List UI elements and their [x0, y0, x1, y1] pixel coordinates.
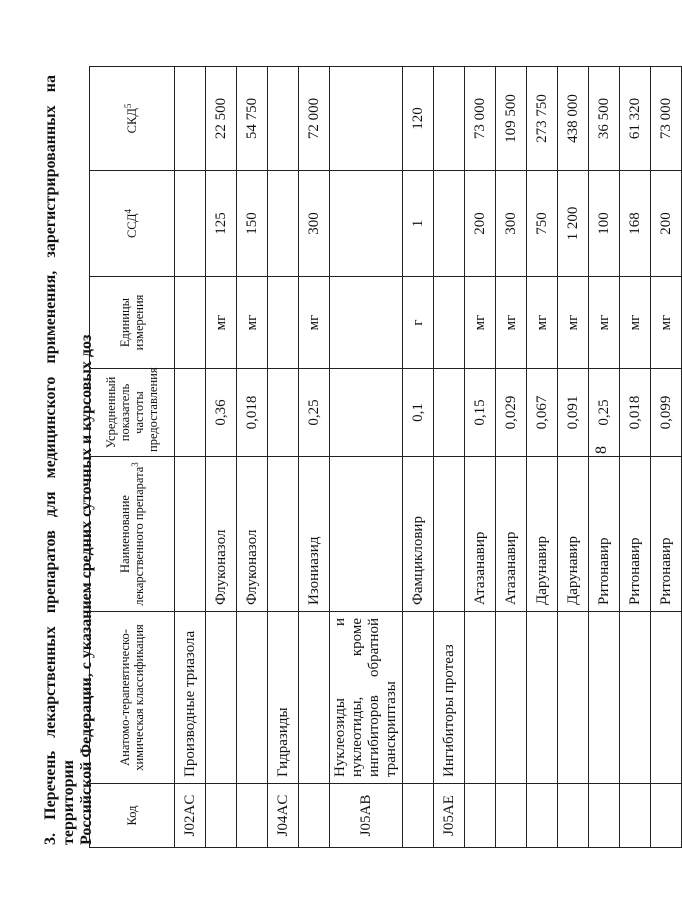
cell-drug-name: Дарунавир — [527, 457, 558, 612]
section-heading — [42, 75, 96, 845]
cell-atc-class — [206, 612, 237, 784]
header-atc: Анатомо-терапевтическо-химическая классификация — [90, 612, 175, 784]
cell-atc-class — [403, 612, 434, 784]
cell-frequency: 0,091 — [558, 369, 589, 457]
header-unit: Единицы измерения — [90, 277, 175, 369]
cell-unit: г — [403, 277, 434, 369]
cell-ssd — [330, 171, 403, 277]
table-row — [403, 67, 434, 848]
cell-drug-name: Фамцикловир — [403, 457, 434, 612]
cell-frequency: 0,099 — [651, 369, 682, 457]
cell-ssd: 300 — [496, 171, 527, 277]
cell-unit — [268, 277, 299, 369]
cell-ssd: 200 — [651, 171, 682, 277]
cell-unit: мг — [589, 277, 620, 369]
cell-code: J04AC — [268, 784, 299, 848]
cell-unit: мг — [299, 277, 330, 369]
cell-skd: 22 500 — [206, 67, 237, 171]
table-row — [620, 67, 651, 848]
cell-ssd — [434, 171, 465, 277]
page-number: 8 — [593, 446, 610, 454]
table-row — [299, 67, 330, 848]
table-row — [527, 67, 558, 848]
cell-unit: мг — [558, 277, 589, 369]
cell-drug-name: Флуконазол — [237, 457, 268, 612]
cell-frequency — [330, 369, 403, 457]
cell-ssd — [175, 171, 206, 277]
cell-code — [403, 784, 434, 848]
cell-frequency: 0,029 — [496, 369, 527, 457]
cell-ssd: 1 — [403, 171, 434, 277]
cell-atc-class — [465, 612, 496, 784]
cell-ssd — [268, 171, 299, 277]
cell-frequency — [268, 369, 299, 457]
cell-ssd: 1 200 — [558, 171, 589, 277]
cell-drug-name — [175, 457, 206, 612]
cell-skd: 73 000 — [465, 67, 496, 171]
cell-drug-name: Ритонавир — [620, 457, 651, 612]
cell-unit — [175, 277, 206, 369]
header-drug: Наименование лекарственного препарата$^3$ — [90, 457, 175, 612]
cell-skd — [330, 67, 403, 171]
header-skd: СКД$^5$ — [90, 67, 175, 171]
cell-atc-class — [620, 612, 651, 784]
table-row — [589, 67, 620, 848]
cell-drug-name — [434, 457, 465, 612]
cell-frequency: 0,018 — [620, 369, 651, 457]
cell-atc-class: Нуклеозиды и нуклеотиды, кроме ингибиторов обратной транскриптазы — [330, 612, 403, 784]
table-row — [175, 67, 206, 848]
cell-skd — [175, 67, 206, 171]
table-header-row — [90, 67, 175, 848]
table-row — [330, 67, 403, 848]
cell-code — [496, 784, 527, 848]
cell-code — [237, 784, 268, 848]
cell-atc-class — [237, 612, 268, 784]
cell-drug-name: Атазанавир — [465, 457, 496, 612]
cell-unit: мг — [206, 277, 237, 369]
cell-code: J05AB — [330, 784, 403, 848]
heading-line-2: Российской Федерации, с указанием средних суточных и курсовых доз — [78, 334, 95, 845]
table-row — [237, 67, 268, 848]
cell-atc-class — [558, 612, 589, 784]
cell-skd: 73 000 — [651, 67, 682, 171]
cell-unit — [330, 277, 403, 369]
cell-frequency: 0,25 — [299, 369, 330, 457]
cell-code — [651, 784, 682, 848]
cell-atc-class — [527, 612, 558, 784]
cell-skd — [268, 67, 299, 171]
cell-atc-class: Гидразиды — [268, 612, 299, 784]
cell-skd: 273 750 — [527, 67, 558, 171]
cell-code — [589, 784, 620, 848]
cell-drug-name — [330, 457, 403, 612]
cell-drug-name: Дарунавир — [558, 457, 589, 612]
header-code: Код — [90, 784, 175, 848]
cell-skd — [434, 67, 465, 171]
cell-unit: мг — [496, 277, 527, 369]
table-row — [465, 67, 496, 848]
cell-skd: 36 500 — [589, 67, 620, 171]
cell-atc-class — [496, 612, 527, 784]
cell-drug-name — [268, 457, 299, 612]
table-row — [558, 67, 589, 848]
cell-drug-name: Атазанавир — [496, 457, 527, 612]
cell-unit — [434, 277, 465, 369]
header-frequency: Усредненный показатель частоты предоставления — [90, 369, 175, 457]
table-row — [651, 67, 682, 848]
cell-atc-class: Ингибиторы протеаз — [434, 612, 465, 784]
cell-frequency: 0,25 — [589, 369, 620, 457]
cell-frequency: 0,018 — [237, 369, 268, 457]
drug-dosage-table — [89, 66, 682, 848]
cell-atc-class — [651, 612, 682, 784]
cell-ssd: 300 — [299, 171, 330, 277]
header-ssd: ССД$^4$ — [90, 171, 175, 277]
cell-code — [527, 784, 558, 848]
cell-frequency — [175, 369, 206, 457]
cell-skd: 438 000 — [558, 67, 589, 171]
cell-code — [299, 784, 330, 848]
cell-frequency: 0,36 — [206, 369, 237, 457]
cell-atc-class — [589, 612, 620, 784]
cell-code — [206, 784, 237, 848]
cell-ssd: 150 — [237, 171, 268, 277]
cell-drug-name: Флуконазол — [206, 457, 237, 612]
cell-ssd: 125 — [206, 171, 237, 277]
cell-drug-name: Изониазид — [299, 457, 330, 612]
cell-atc-class — [299, 612, 330, 784]
table-row — [206, 67, 237, 848]
cell-ssd: 750 — [527, 171, 558, 277]
cell-code — [465, 784, 496, 848]
cell-code: J02AC — [175, 784, 206, 848]
cell-unit: мг — [651, 277, 682, 369]
cell-atc-class: Производные триазола — [175, 612, 206, 784]
cell-skd: 109 500 — [496, 67, 527, 171]
cell-frequency — [434, 369, 465, 457]
table-row — [496, 67, 527, 848]
table-body — [175, 67, 682, 848]
cell-unit: мг — [465, 277, 496, 369]
heading-line-1: 3. Перечень лекарственных препаратов для медицинского применения, зарегистрированных на территории — [42, 75, 77, 845]
cell-unit: мг — [620, 277, 651, 369]
cell-skd: 72 000 — [299, 67, 330, 171]
cell-ssd: 100 — [589, 171, 620, 277]
cell-code — [620, 784, 651, 848]
cell-code: J05AE — [434, 784, 465, 848]
cell-skd: 54 750 — [237, 67, 268, 171]
cell-ssd: 200 — [465, 171, 496, 277]
cell-frequency: 0,15 — [465, 369, 496, 457]
cell-frequency: 0,067 — [527, 369, 558, 457]
cell-unit: мг — [237, 277, 268, 369]
table-row — [434, 67, 465, 848]
cell-drug-name: Ритонавир — [651, 457, 682, 612]
cell-drug-name: Ритонавир — [589, 457, 620, 612]
cell-frequency: 0,1 — [403, 369, 434, 457]
cell-ssd: 168 — [620, 171, 651, 277]
cell-skd: 120 — [403, 67, 434, 171]
table-row — [268, 67, 299, 848]
cell-skd: 61 320 — [620, 67, 651, 171]
cell-unit: мг — [527, 277, 558, 369]
cell-code — [558, 784, 589, 848]
